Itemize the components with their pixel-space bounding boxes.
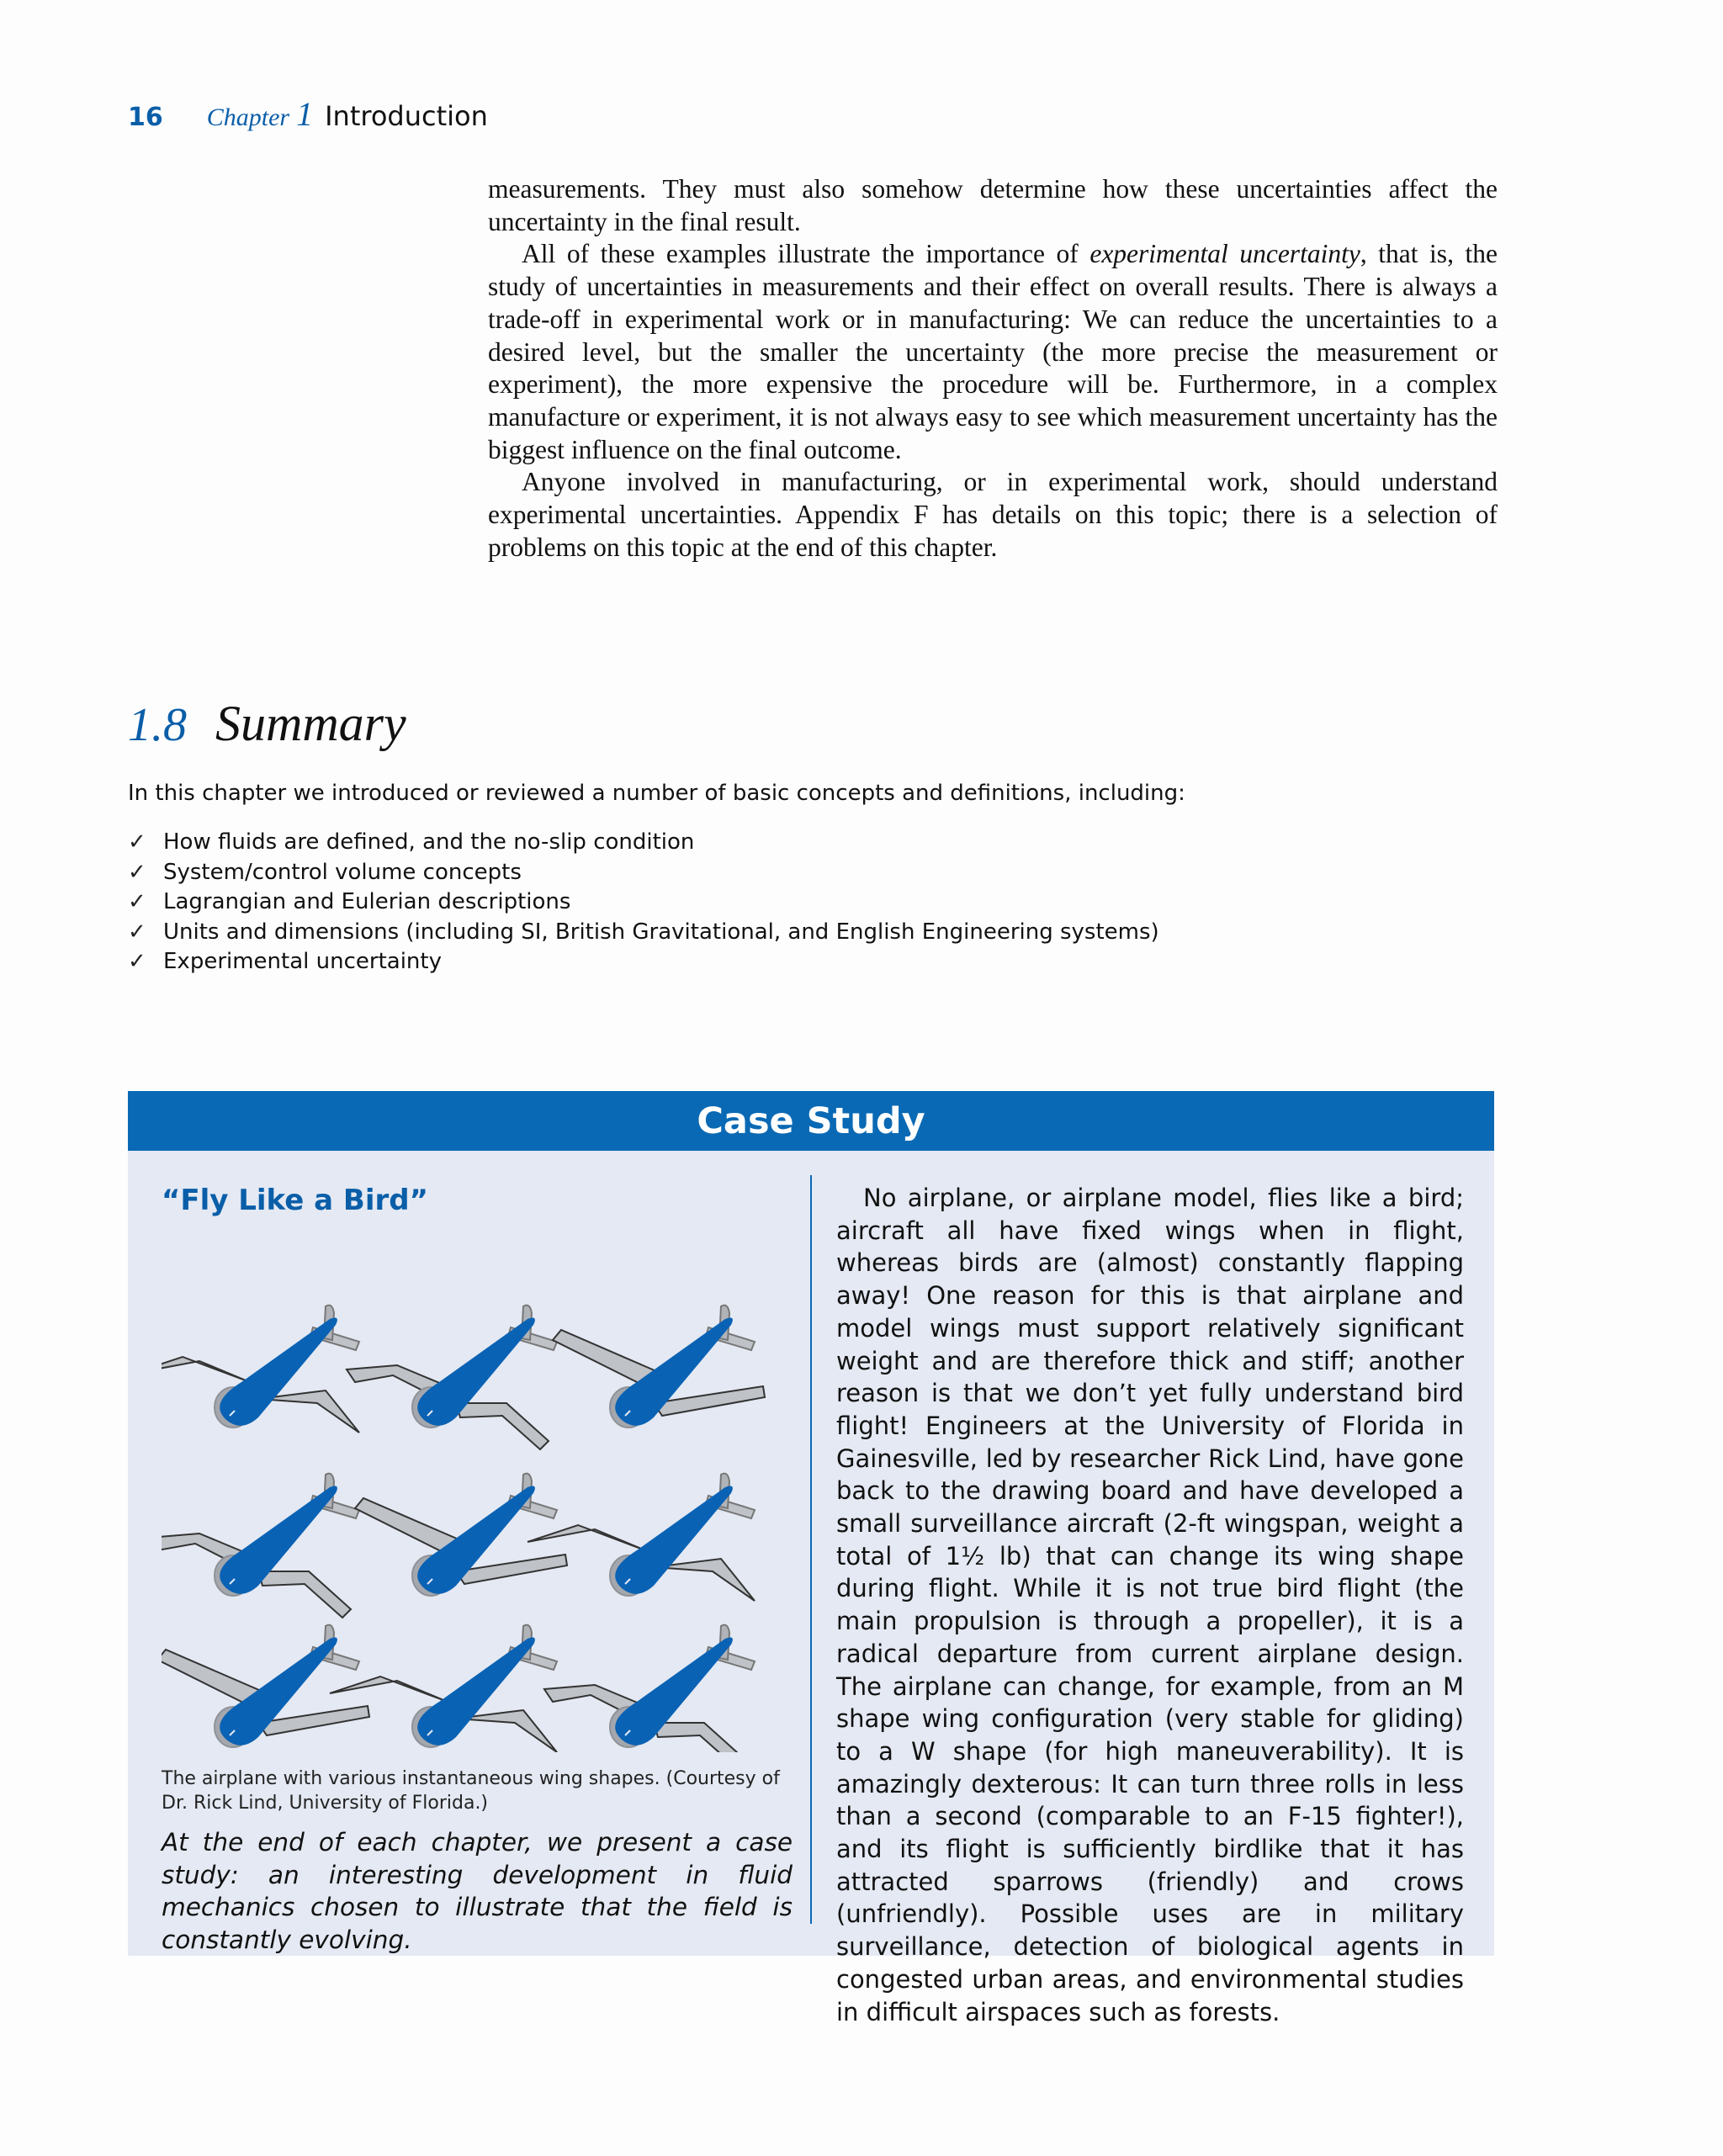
case-study-box <box>128 1091 1494 2026</box>
emphasis-experimental-uncertainty: experimental uncertainty <box>1089 239 1360 269</box>
body-text <box>488 173 1498 564</box>
column-divider <box>810 1175 812 1924</box>
paragraph-1: measurements. They must also somehow determine how these uncertainties affect the uncertainty in the final result. <box>488 174 1498 236</box>
airplane-icon <box>162 1625 369 1747</box>
running-header <box>128 94 488 136</box>
checkmark-icon: ✓ <box>128 889 146 914</box>
airplane-icon <box>355 1474 567 1596</box>
case-study-body: No airplane, or airplane model, flies like a bird; aircraft all have fixed wings when in flight, whereas birds are (almost) constantly flapping away! One reason for this is that airplane and model wings must support relatively significant weight and are therefore thick and stiff; another reason is that we don’t yet fully understand bird flight! Engineers at the University of Florida in Gainesville, led by researcher Rick Lind, have gone back to the drawing board and have developed a small surveillance aircraft (2-ft wingspan, weight a total of 1½ lb) that can change its wing shape during flight. While it is not true bird flight (the main propulsion is through a propeller), it is a radical departure from current airplane design. The airplane can change, for example, from an M shape wing configuration (very stable for gliding) to a W shape (for high maneuverability). It is amazingly dexterous: It can turn three rolls in less than a second (comparable to an F-15 fighter!), and its flight is sufficiently birdlike that it has attracted sparrows (friendly) and crows (unfriendly). Possible uses are in military surveillance, detection of biological agents in congested urban areas, and environmental studies in difficult airspaces such as forests. <box>836 1184 1464 2026</box>
list-item <box>128 947 1159 977</box>
paragraph-3: Anyone involved in manufacturing, or in experimental work, should understand experimental uncertainties. Appendix F has details on this topic; there is a selection of problems on this topic at the end of this chapter. <box>488 467 1498 562</box>
paragraph-2-after: , that is, the study of uncertainties in measurements and their effect on overall results. There is always a trade-off in experimental work or in manufacturing: We can reduce the uncertainties to a desired level, but the smaller the uncertainty (the more precise the measurement or experiment), the more expensive the procedure will be. Furthermore, in a complex manufacture or experiment, it is not always easy to see which measurement uncertainty has the biggest influence on the final outcome. <box>488 239 1498 464</box>
airplane-icon <box>347 1306 557 1449</box>
chapter-number: 1 <box>296 95 314 133</box>
checkmark-icon: ✓ <box>128 919 146 945</box>
case-study-banner: Case Study <box>128 1091 1494 1151</box>
airplane-icon <box>162 1306 359 1433</box>
figure-caption: The airplane with various instantaneous wing shapes. (Courtesy of Dr. Rick Lind, University of Florida.) <box>162 1768 780 1814</box>
checkmark-icon: ✓ <box>128 859 146 885</box>
list-item-label: System/control volume concepts <box>163 859 522 885</box>
chapter-label: Chapter <box>206 103 290 131</box>
checkmark-icon: ✓ <box>128 949 146 974</box>
case-study-intro: At the end of each chapter, we present a case study: an interesting development in fluid mechanics chosen to illustrate that the field is constantly evolving. <box>162 1828 793 1955</box>
summary-checklist <box>128 828 1159 977</box>
list-item <box>128 828 1159 858</box>
paragraph-2 <box>488 238 1498 466</box>
checkmark-icon: ✓ <box>128 829 146 855</box>
summary-intro: In this chapter we introduced or reviewed a number of basic concepts and definitions, including: <box>128 781 1185 806</box>
list-item-label: Experimental uncertainty <box>163 949 442 974</box>
list-item <box>128 858 1159 888</box>
airplane-icon <box>553 1306 765 1428</box>
airplane-icon <box>162 1474 359 1618</box>
chapter-title: Introduction <box>325 100 488 132</box>
list-item-label: How fluids are defined, and the no-slip condition <box>163 829 695 855</box>
airplane-icon <box>330 1625 557 1752</box>
airplane-icon <box>528 1474 755 1601</box>
case-study-left-column <box>162 1184 793 1955</box>
list-item <box>128 887 1159 918</box>
section-number: 1.8 <box>128 699 187 751</box>
paragraph-2-before: All of these examples illustrate the importance of <box>522 239 1090 269</box>
section-title: Summary <box>215 696 406 751</box>
list-item-label: Units and dimensions (including SI, British Gravitational, and English Engineering systems) <box>163 919 1159 945</box>
list-item-label: Lagrangian and Eulerian descriptions <box>163 889 571 914</box>
case-study-title: “Fly Like a Bird” <box>162 1184 428 1217</box>
list-item <box>128 918 1159 948</box>
section-heading <box>128 695 406 753</box>
airplane-icon <box>544 1625 755 1752</box>
airplane-figure <box>162 1248 784 1752</box>
page-number: 16 <box>128 103 163 132</box>
